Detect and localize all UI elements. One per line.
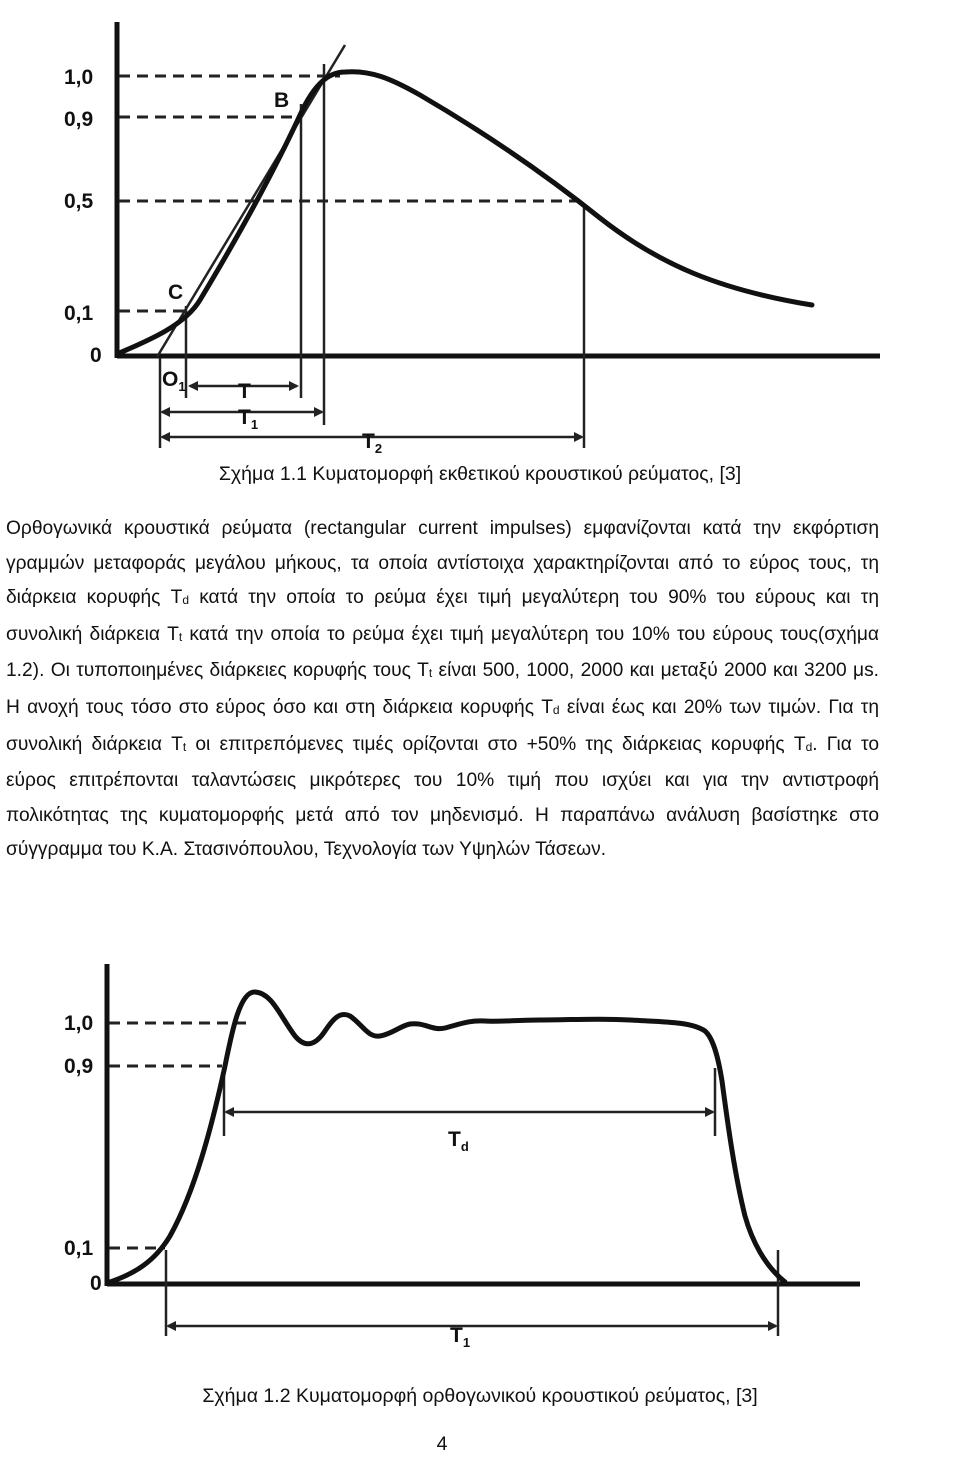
sub-d-1: d bbox=[182, 593, 190, 608]
paragraph-text-7: . Για το εύρος επιτρέπονται ταλαντώσεις μικρότερες του 10% τιμή που ισχύει και για την αντιστροφή πολικότητας της κυματομορφής μετά από τον μηδενισμό. Η παραπάνω ανάλυση βασίστηκε στο σύγγραμμα του Κ.Α. Στασινόπουλου, Τεχνολογία των Υψηλών Τάσεων. bbox=[6, 733, 879, 861]
interval-t-arrowhead-right bbox=[289, 381, 299, 391]
tick-label-1-0: 1,0 bbox=[64, 1012, 94, 1035]
interval-td-arrowhead-right bbox=[705, 1107, 715, 1117]
paragraph-text-5: είναι έως και 20% των τιμών. Για τη συνολική διάρκεια T bbox=[6, 696, 879, 755]
tick-label-0-9: 0,9 bbox=[64, 108, 94, 131]
tick-label-0-1: 0,1 bbox=[64, 1237, 94, 1260]
interval-label-t1: $T_1$ bbox=[450, 1324, 471, 1350]
impulse-curve bbox=[117, 72, 812, 354]
figure2-caption: Σχήμα 1.2 Κυματομορφή ορθογωνικού κρουστικού ρεύματος, [3] bbox=[202, 1385, 758, 1407]
interval-label-t2: $T_2$ bbox=[362, 430, 383, 456]
point-label-b: B bbox=[274, 89, 290, 112]
sub-d-2: d bbox=[552, 702, 560, 717]
interval-label-td: $T_d$ bbox=[448, 1128, 469, 1154]
body-paragraph bbox=[6, 512, 879, 868]
sub-t-2: t bbox=[428, 666, 433, 681]
interval-label-t: T bbox=[238, 380, 251, 403]
interval-t1-arrowhead-right bbox=[768, 1321, 778, 1331]
interval-t1-arrowhead-left bbox=[166, 1321, 176, 1331]
sub-t-3: t bbox=[182, 739, 187, 754]
tick-label-0: 0 bbox=[90, 1272, 102, 1295]
figure1-caption: Σχήμα 1.1 Κυματομορφή εκθετικού κρουστικού ρεύματος, [3] bbox=[218, 463, 742, 485]
exponential-impulse-figure bbox=[0, 0, 960, 460]
interval-t-arrowhead-left bbox=[188, 381, 198, 391]
paragraph-text-3: κατά την οποία το ρεύμα έχει τιμή μεγαλύτερη του 10% του εύρους τους(σχήμα 1.2). Οι τυποποιημένες διάρκειες κορυφής τους T bbox=[6, 623, 879, 682]
rectangular-impulse-figure bbox=[0, 936, 960, 1356]
point-label-c: C bbox=[168, 281, 184, 304]
interval-t1-arrowhead-right bbox=[314, 407, 324, 417]
interval-t2-arrowhead-left bbox=[160, 432, 170, 442]
interval-t2-arrowhead-right bbox=[574, 432, 584, 442]
page-number: 4 bbox=[436, 1433, 448, 1455]
impulse-curve bbox=[107, 992, 785, 1283]
paragraph-text-6: οι επιτρεπόμενες τιμές ορίζονται στο +50% της διάρκειας κορυφής T bbox=[186, 733, 806, 755]
point-label-o1: $O_1$ bbox=[162, 368, 186, 394]
interval-t1-arrowhead-left bbox=[160, 407, 170, 417]
tangent-line-o1-b bbox=[157, 45, 345, 357]
tick-label-1-0: 1,0 bbox=[64, 66, 94, 89]
sub-d-3: d bbox=[805, 739, 813, 754]
tick-label-0-9: 0,9 bbox=[64, 1055, 94, 1078]
paragraph-text-2: κατά την οποία το ρεύμα έχει τιμή μεγαλύτερη του 90% του εύρους και τη συνολική διάρκεια T bbox=[6, 587, 879, 645]
paragraph-text-1: Ορθογωνικά κρουστικά ρεύματα (rectangular current impulses) εμφανίζονται κατά την εκφόρτιση γραμμών μεταφοράς μεγάλου μήκους, τα οποία αντίστοιχα χαρακτηρίζονται από το εύρος τους, τη διάρκεια κορυφής T bbox=[6, 518, 879, 609]
paragraph-text-4: είναι 500, 1000, 2000 και μεταξύ 2000 και 3200 μs. Η ανοχή τους τόσο στο εύρος όσο και στη διάρκεια κορυφής T bbox=[6, 660, 879, 718]
sub-t-1: t bbox=[178, 629, 183, 644]
tick-label-0: 0 bbox=[90, 344, 102, 367]
tick-label-0-1: 0,1 bbox=[64, 302, 94, 325]
tick-label-0-5: 0,5 bbox=[64, 190, 94, 213]
interval-td-arrowhead-left bbox=[224, 1107, 234, 1117]
interval-label-t1: $T_1$ bbox=[238, 406, 259, 432]
